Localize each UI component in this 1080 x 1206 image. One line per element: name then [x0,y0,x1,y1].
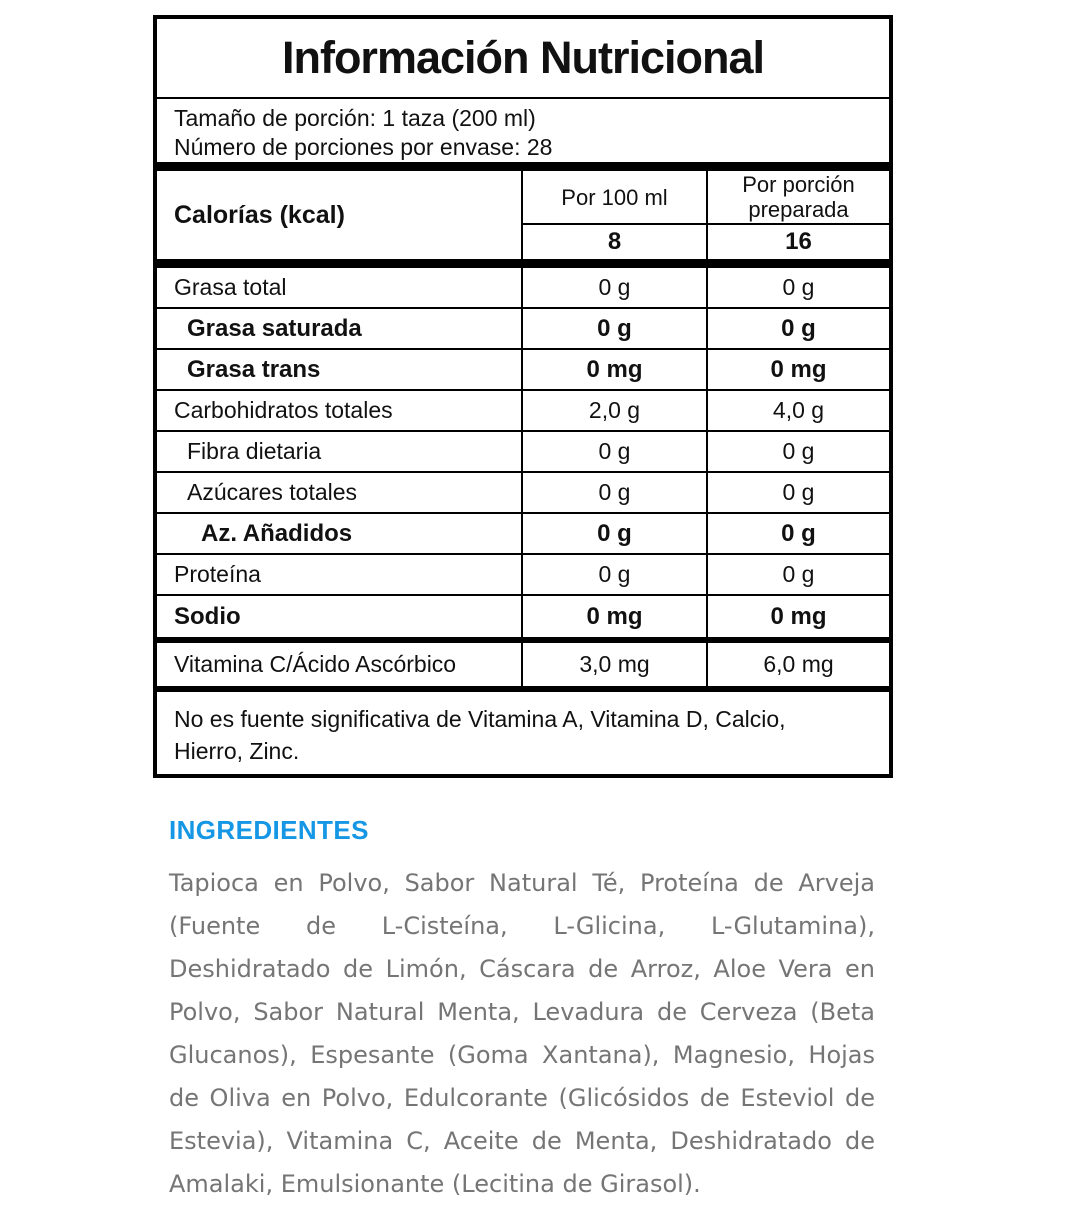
nutrient-row-proteina [157,555,889,596]
section-divider-thick [157,259,889,268]
calories-label: Calorías (kcal) [174,200,345,229]
ingredients-section [169,815,875,1206]
nutrient-value-per-100ml: 0 g [521,309,706,348]
nutrient-row-vitamina-c [157,643,889,686]
nutrient-value-per-portion: 0 mg [706,596,889,637]
nutrient-value-per-portion: 0 g [706,473,889,512]
calories-value-per-portion: 16 [706,225,889,259]
nutrition-facts-table [153,15,893,778]
nutrient-name: Grasa trans [187,355,321,383]
nutrition-table-title: Información Nutricional [157,19,889,99]
nutrient-row-az-anadidos [157,514,889,555]
calories-section [157,171,889,259]
nutrient-value-per-100ml: 2,0 g [521,391,706,430]
column-header-per-100ml: Por 100 ml [521,171,706,225]
nutrient-value-per-100ml: 0 g [521,473,706,512]
nutrient-value-per-portion: 0 g [706,268,889,307]
nutrient-value-per-portion: 0 g [706,309,889,348]
nutrient-value-per-100ml: 0 g [521,514,706,553]
nutrient-row-grasa-trans [157,350,889,391]
nutrient-name: Sodio [174,602,241,630]
nutrient-name: Fibra dietaria [187,438,322,464]
nutrient-value-per-portion: 6,0 mg [706,643,889,686]
nutrient-row-grasa-saturada [157,309,889,350]
footnote-section [157,692,889,774]
nutrient-value-per-100ml: 0 g [521,432,706,471]
nutrient-value-per-portion: 0 g [706,514,889,553]
ingredients-text: Tapioca en Polvo, Sabor Natural Té, Proteína de Arveja (Fuente de L-Cisteína, L-Glicina, L-Glutamina), Deshidratado de Limón, Cáscara de Arroz, Aloe Vera en Polvo, Sabor Natural Menta, Levadura de Cerveza (Beta Glucanos), Espesante (Goma Xantana), Magnesio, Hojas de Oliva en Polvo, Edulcorante (Glicósidos de Esteviol de Estevia), Vitamina C, Aceite de Menta, Deshidratado de Amalaki, Emulsionante (Lecitina de Girasol). [169,869,875,1198]
nutrient-value-per-100ml: 0 g [521,268,706,307]
nutrient-row-azucares [157,473,889,514]
footnote-text: No es fuente significativa de Vitamina A, Vitamina D, Calcio, Hierro, Zinc. [174,706,786,764]
nutrient-row-sodio [157,596,889,637]
nutrient-row-carbohidratos [157,391,889,432]
nutrient-value-per-100ml: 0 mg [521,350,706,389]
nutrient-value-per-portion: 0 g [706,555,889,594]
nutrient-name: Carbohidratos totales [174,397,393,423]
nutrient-value-per-100ml: 0 mg [521,596,706,637]
nutrient-name: Grasa total [174,274,287,300]
servings-per-container-text: Número de porciones por envase: 28 [174,134,553,160]
nutrient-value-per-portion: 4,0 g [706,391,889,430]
nutrient-value-per-100ml: 0 g [521,555,706,594]
ingredients-heading: INGREDIENTES [169,815,369,845]
nutrient-row-fibra [157,432,889,473]
nutrient-value-per-portion: 0 mg [706,350,889,389]
section-divider-thick [157,162,889,171]
nutrient-name: Az. Añadidos [201,519,353,547]
serving-info [157,99,889,162]
page-content [153,15,893,1206]
nutrient-name: Grasa saturada [187,314,362,342]
nutrient-name: Vitamina C/Ácido Ascórbico [174,651,457,677]
nutrient-value-per-portion: 0 g [706,432,889,471]
nutrient-name: Azúcares totales [187,479,358,505]
nutrient-name: Proteína [174,561,261,587]
calories-value-per-100ml: 8 [521,225,706,259]
nutrient-value-per-100ml: 3,0 mg [521,643,706,686]
serving-size-text: Tamaño de porción: 1 taza (200 ml) [174,105,536,131]
nutrient-row-grasa-total [157,268,889,309]
column-header-per-portion: Por porción preparada [706,171,889,225]
